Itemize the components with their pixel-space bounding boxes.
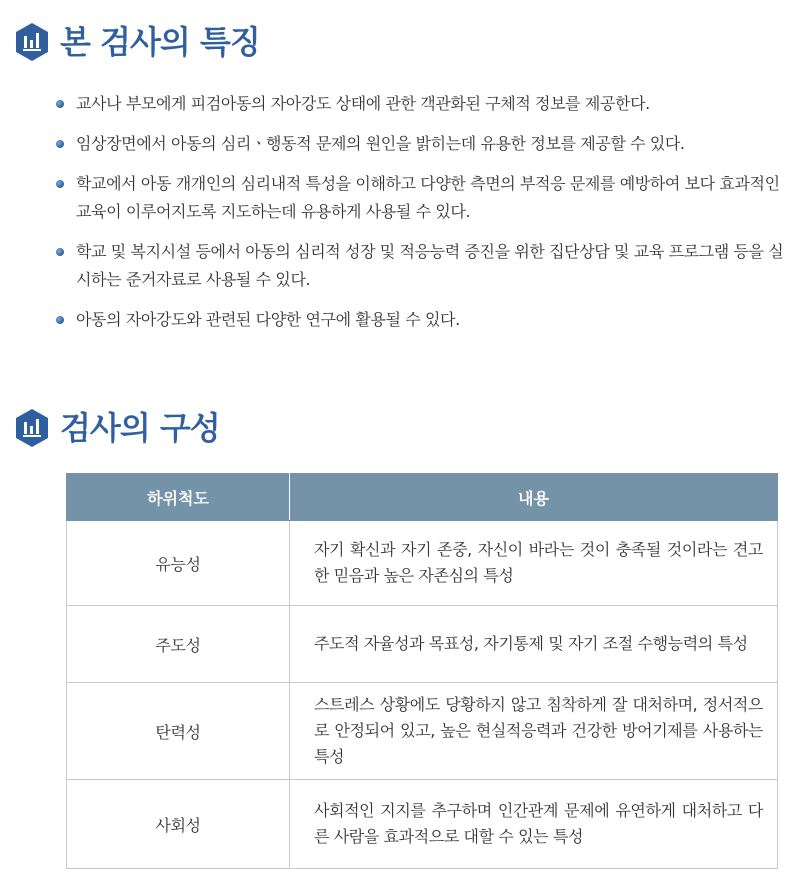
subscale-description: 스트레스 상황에도 당황하지 않고 침착하게 잘 대처하며, 정서적으로 안정되어 있고, 높은 현실적응력과 건강한 방어기제를 사용하는 특성 [290, 683, 778, 780]
section-header-composition [14, 408, 220, 448]
table-row [67, 683, 778, 780]
table-row [67, 780, 778, 869]
bullet-icon [56, 248, 64, 256]
list-item-text: 아동의 자아강도와 관련된 다양한 연구에 활용될 수 있다. [76, 310, 460, 329]
bullet-icon [56, 316, 64, 324]
header-subscale: 하위척도 [67, 474, 290, 521]
section-header-features [14, 22, 260, 62]
list-item [56, 90, 790, 118]
list-item-text: 학교에서 아동 개개인의 심리내적 특성을 이해하고 다양한 측면의 부적응 문제를 예방하여 보다 효과적인 교육이 이루어지도록 지도하는데 유용하게 사용될 수 있다. [76, 174, 780, 221]
bar-chart-icon [14, 408, 50, 448]
list-item [56, 306, 790, 334]
subscale-name: 유능성 [67, 521, 290, 606]
bullet-icon [56, 100, 64, 108]
composition-table [66, 473, 778, 869]
header-content: 내용 [290, 474, 778, 521]
features-list [56, 90, 790, 346]
subscale-description: 주도적 자율성과 목표성, 자기통제 및 자기 조절 수행능력의 특성 [290, 606, 778, 683]
list-item-text: 학교 및 복지시설 등에서 아동의 심리적 성장 및 적응능력 증진을 위한 집단상담 및 교육 프로그램 등을 실시하는 준거자료로 사용될 수 있다. [76, 242, 784, 289]
subscale-name: 탄력성 [67, 683, 290, 780]
subscale-description: 사회적인 지지를 추구하며 인간관계 문제에 유연하게 대처하고 다른 사람을 효과적으로 대할 수 있는 특성 [290, 780, 778, 869]
list-item [56, 130, 790, 158]
bar-chart-icon [14, 22, 50, 62]
subscale-name: 주도성 [67, 606, 290, 683]
subscale-name: 사회성 [67, 780, 290, 869]
bullet-icon [56, 180, 64, 188]
section-title-composition: 검사의 구성 [60, 409, 220, 447]
list-item [56, 238, 790, 294]
list-item [56, 170, 790, 226]
list-item-text: 교사나 부모에게 피검아동의 자아강도 상태에 관한 객관화된 구체적 정보를 제공한다. [76, 94, 650, 113]
bullet-icon [56, 140, 64, 148]
list-item-text: 임상장면에서 아동의 심리ㆍ행동적 문제의 원인을 밝히는데 유용한 정보를 제공할 수 있다. [76, 134, 685, 153]
table-row [67, 606, 778, 683]
section-title-features: 본 검사의 특징 [60, 23, 260, 61]
table-header-row [67, 474, 778, 521]
table-row [67, 521, 778, 606]
subscale-description: 자기 확신과 자기 존중, 자신이 바라는 것이 충족될 것이라는 견고한 믿음과 높은 자존심의 특성 [290, 521, 778, 606]
